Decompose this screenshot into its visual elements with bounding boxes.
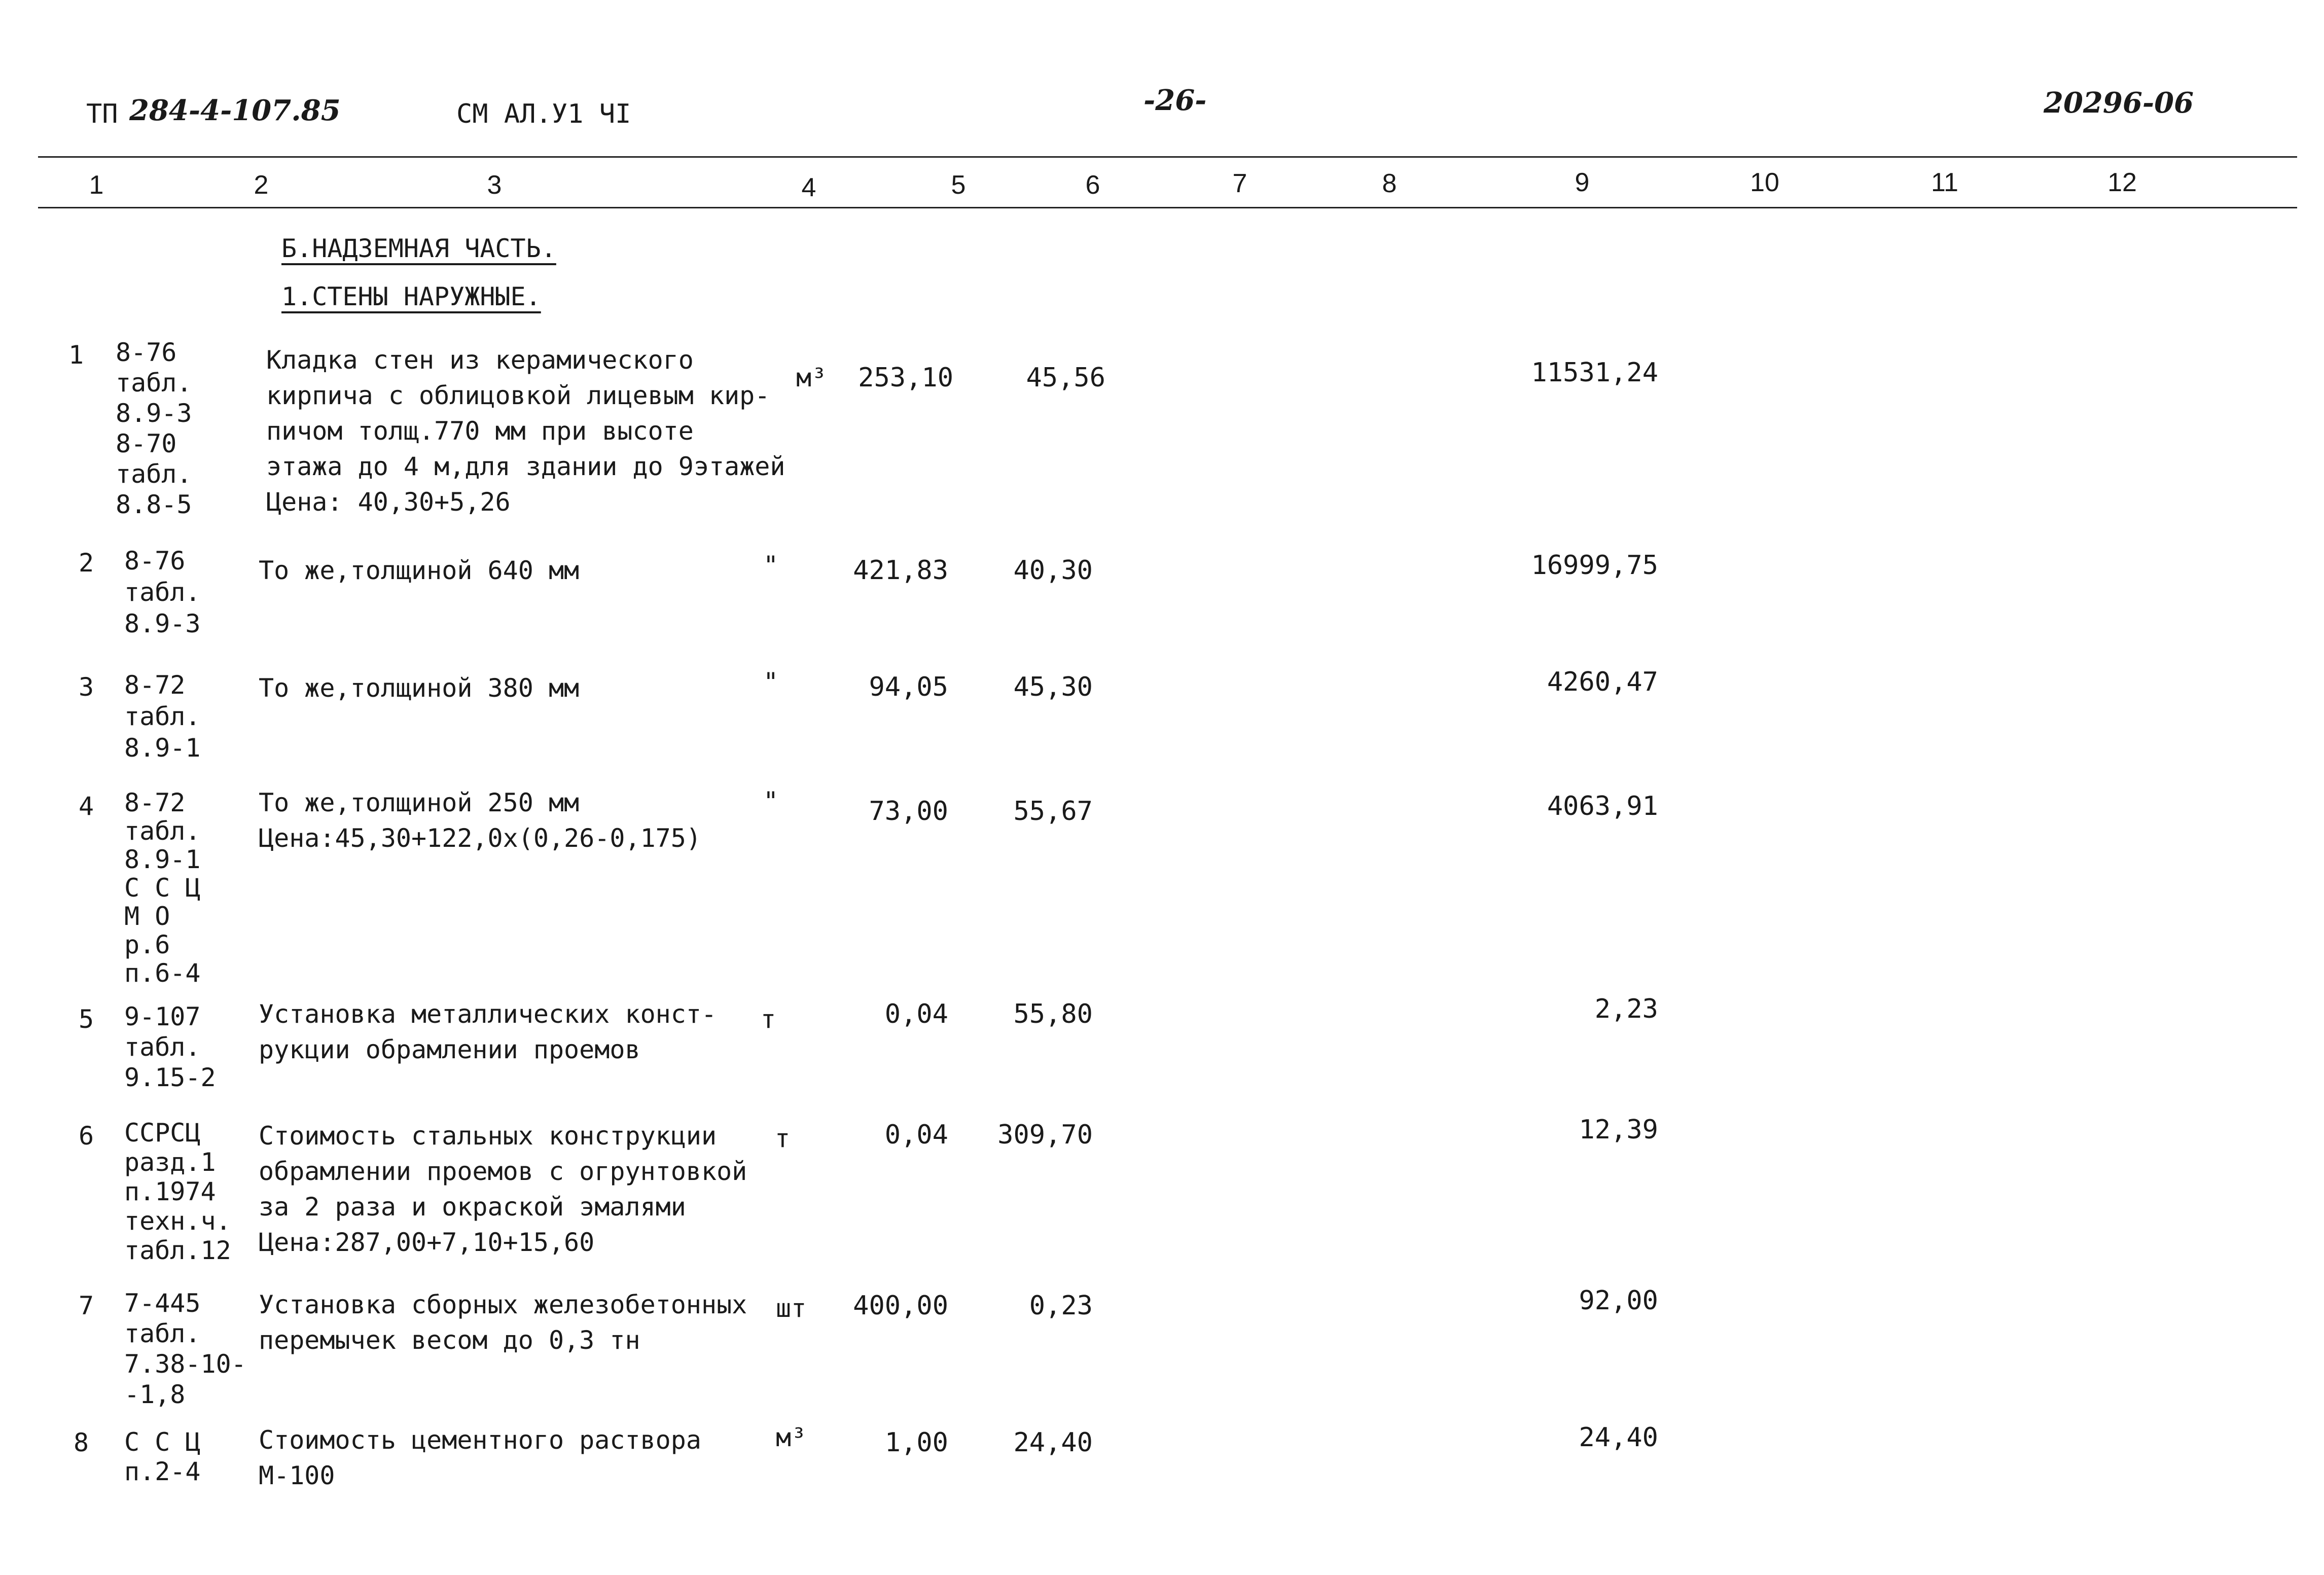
row-number: 4 bbox=[79, 792, 94, 821]
row-quantity: 0,04 bbox=[884, 999, 948, 1029]
column-number: 4 bbox=[801, 173, 816, 202]
row-unit: " bbox=[763, 551, 779, 580]
row-price: 55,80 bbox=[1013, 999, 1093, 1029]
sm-code: СМ АЛ.У1 ЧI bbox=[456, 99, 631, 129]
row-description: Стоимость цементного раствора М-100 bbox=[259, 1425, 701, 1490]
row-number: 7 bbox=[79, 1291, 94, 1320]
row-unit: м³ bbox=[796, 363, 827, 392]
row-description: То же,толщиной 640 мм bbox=[259, 556, 580, 585]
column-number: 10 bbox=[1750, 168, 1779, 197]
row-number: 8 bbox=[74, 1428, 89, 1457]
row-total: 4260,47 bbox=[1547, 667, 1658, 697]
row-number: 1 bbox=[68, 340, 84, 370]
row-price: 309,70 bbox=[997, 1120, 1093, 1150]
column-number: 6 bbox=[1085, 170, 1100, 200]
subsection-title: 1.СТЕНЫ НАРУЖНЫЕ. bbox=[281, 282, 541, 311]
column-number: 1 bbox=[89, 170, 104, 200]
row-description: То же,толщиной 380 мм bbox=[259, 673, 580, 703]
row-quantity: 400,00 bbox=[853, 1291, 948, 1321]
column-number: 5 bbox=[951, 170, 966, 200]
header-bottom-rule bbox=[38, 207, 2297, 208]
row-unit: т bbox=[775, 1124, 791, 1153]
column-number: 11 bbox=[1931, 168, 1958, 197]
row-code: 8-76 табл. 8.9-3 bbox=[124, 546, 201, 638]
doc-number: 20296-06 bbox=[2044, 86, 2194, 120]
row-quantity: 94,05 bbox=[869, 672, 948, 702]
row-code: 7-445 табл. 7.38-10- -1,8 bbox=[124, 1288, 246, 1409]
row-unit: т bbox=[761, 1005, 776, 1034]
row-code: 9-107 табл. 9.15-2 bbox=[124, 1002, 216, 1092]
row-total: 4063,91 bbox=[1547, 791, 1658, 821]
row-code: 8-72 табл. 8.9-1 bbox=[124, 670, 201, 763]
row-description: То же,толщиной 250 мм Цена:45,30+122,0х(0,26-0,175) bbox=[259, 788, 701, 853]
row-number: 2 bbox=[79, 548, 94, 578]
column-number: 8 bbox=[1382, 169, 1397, 198]
row-unit: " bbox=[763, 786, 779, 816]
column-number: 3 bbox=[487, 170, 502, 200]
row-description: Установка сборных железобетонных перемычек весом до 0,3 тн bbox=[259, 1290, 747, 1355]
row-unit: м³ bbox=[776, 1423, 807, 1452]
row-description: Установка металлических конст- рукции обрамлении проемов bbox=[259, 999, 717, 1064]
column-number: 9 bbox=[1575, 168, 1590, 197]
tp-prefix: ТП bbox=[86, 99, 118, 129]
row-unit: " bbox=[763, 667, 779, 697]
row-quantity: 73,00 bbox=[869, 796, 948, 827]
row-quantity: 253,10 bbox=[858, 363, 953, 393]
column-number: 12 bbox=[2107, 168, 2137, 197]
row-total: 16999,75 bbox=[1531, 550, 1658, 581]
row-price: 24,40 bbox=[1013, 1427, 1093, 1458]
row-quantity: 421,83 bbox=[853, 555, 948, 586]
row-total: 2,23 bbox=[1594, 994, 1658, 1024]
row-code: 8-76 табл. 8.9-3 8-70 табл. 8.8-5 bbox=[116, 338, 192, 519]
column-number: 7 bbox=[1232, 169, 1247, 198]
row-total: 11531,24 bbox=[1531, 357, 1658, 388]
row-price: 40,30 bbox=[1013, 555, 1093, 586]
row-price: 45,30 bbox=[1013, 672, 1093, 702]
tp-number: 284-4-107.85 bbox=[129, 94, 341, 127]
row-quantity: 0,04 bbox=[884, 1120, 948, 1150]
row-total: 24,40 bbox=[1579, 1422, 1658, 1453]
row-number: 3 bbox=[79, 672, 94, 702]
row-total: 92,00 bbox=[1579, 1285, 1658, 1316]
row-number: 6 bbox=[79, 1121, 94, 1151]
row-description: Кладка стен из керамического кирпича с облицовкой лицевым кир- пичом толщ.770 мм при высоте этажа до 4 м,для здании до 9этажей Цена: 40,30+5,26 bbox=[266, 345, 785, 517]
row-price: 55,67 bbox=[1013, 796, 1093, 827]
row-price: 45,56 bbox=[1026, 363, 1105, 393]
row-quantity: 1,00 bbox=[884, 1427, 948, 1458]
row-description: Стоимость стальных конструкции обрамлении проемов с огрунтовкой за 2 раза и окраской эмалями Цена:287,00+7,10+15,60 bbox=[259, 1121, 747, 1257]
row-unit: шт bbox=[776, 1294, 807, 1323]
row-price: 0,23 bbox=[1029, 1291, 1093, 1321]
header-top-rule bbox=[38, 156, 2297, 158]
page-number: -26- bbox=[1143, 84, 1207, 117]
row-total: 12,39 bbox=[1579, 1115, 1658, 1145]
row-number: 5 bbox=[79, 1005, 94, 1034]
row-code: С С Ц п.2-4 bbox=[124, 1427, 201, 1486]
row-code: ССРСЦ разд.1 п.1974 техн.ч. табл.12 bbox=[124, 1118, 231, 1265]
column-number: 2 bbox=[254, 170, 269, 200]
section-title: Б.НАДЗЕМНАЯ ЧАСТЬ. bbox=[281, 234, 556, 263]
row-code: 8-72 табл. 8.9-1 С С Ц М О р.6 п.6-4 bbox=[124, 788, 201, 988]
